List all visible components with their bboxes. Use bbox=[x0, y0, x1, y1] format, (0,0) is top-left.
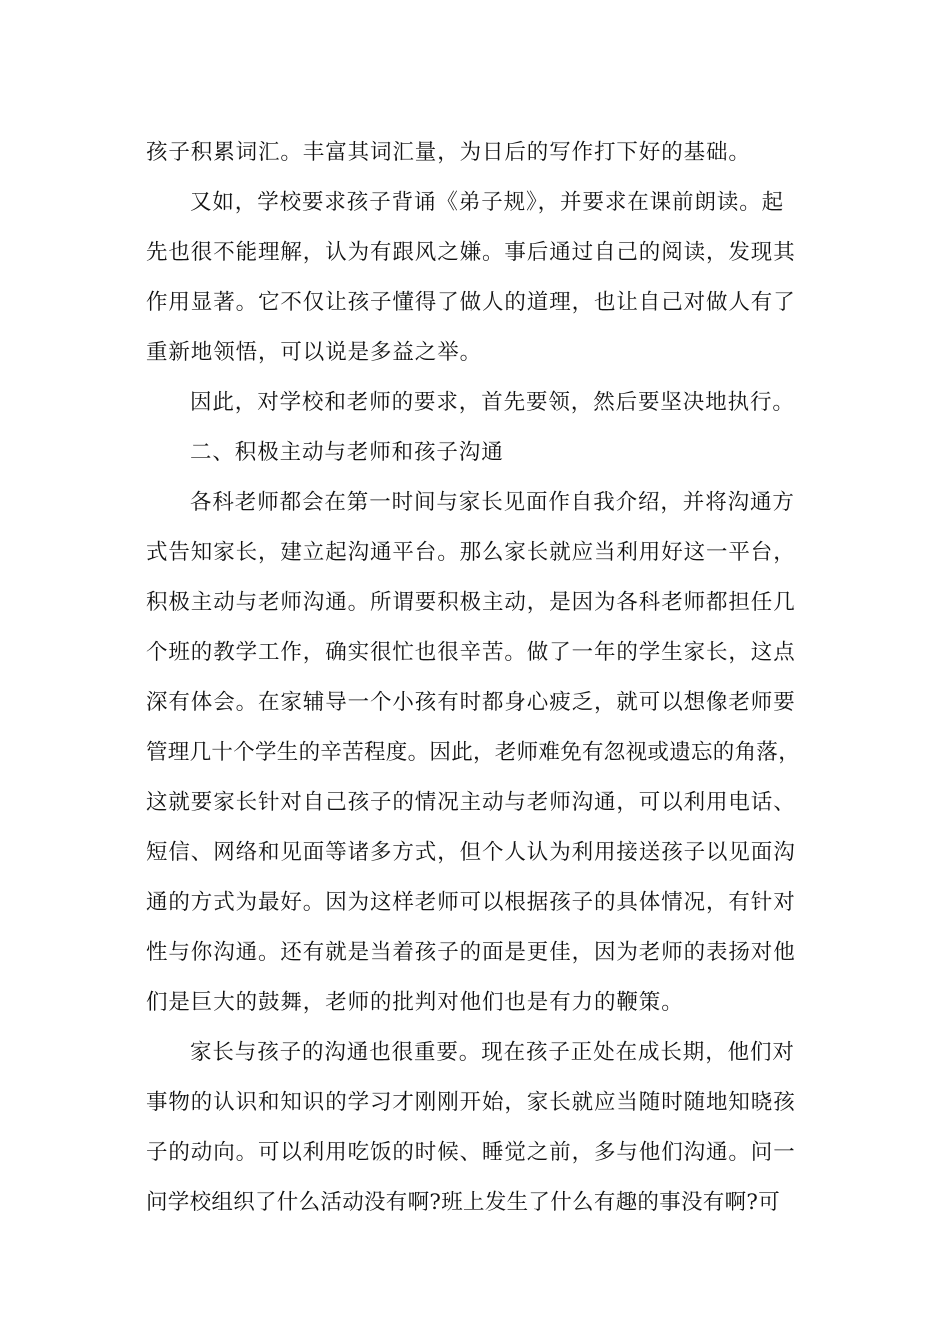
text-line: 先也很不能理解，认为有跟风之嫌。事后通过自己的阅读，发现其 bbox=[146, 240, 796, 265]
text-line: 深有体会。在家辅导一个小孩有时都身心疲乏，就可以想像老师要 bbox=[146, 690, 796, 715]
text-line: 子的动向。可以利用吃饭的时候、睡觉之前，多与他们沟通。问一 bbox=[146, 1140, 796, 1165]
text-line: 积极主动与老师沟通。所谓要积极主动，是因为各科老师都担任几 bbox=[146, 590, 796, 615]
body-text bbox=[146, 128, 826, 1228]
text-line: 孩子积累词汇。丰富其词汇量，为日后的写作打下好的基础。 bbox=[146, 140, 751, 165]
text-line: 性与你沟通。还有就是当着孩子的面是更佳，因为老师的表扬对他 bbox=[146, 940, 796, 965]
paragraph-start-line: 各科老师都会在第一时间与家长见面作自我介绍，并将沟通方 bbox=[190, 490, 795, 515]
text-line: 通的方式为最好。因为这样老师可以根据孩子的具体情况，有针对 bbox=[146, 890, 796, 915]
text-line: 个班的教学工作，确实很忙也很辛苦。做了一年的学生家长，这点 bbox=[146, 640, 796, 665]
text-line: 式告知家长，建立起沟通平台。那么家长就应当利用好这一平台， bbox=[146, 540, 796, 565]
paragraph-start-line: 家长与孩子的沟通也很重要。现在孩子正处在成长期，他们对 bbox=[190, 1040, 795, 1065]
text-line: 问学校组织了什么活动没有啊?班上发生了什么有趣的事没有啊?可 bbox=[146, 1190, 781, 1215]
text-line: 们是巨大的鼓舞，老师的批判对他们也是有力的鞭策。 bbox=[146, 990, 684, 1015]
paragraph-start-line: 又如，学校要求孩子背诵《弟子规》，并要求在课前朗读。起 bbox=[190, 190, 785, 215]
text-line: 管理几十个学生的辛苦程度。因此，老师难免有忽视或遗忘的角落， bbox=[146, 740, 801, 765]
text-line: 这就要家长针对自己孩子的情况主动与老师沟通，可以利用电话、 bbox=[146, 790, 796, 815]
text-line: 事物的认识和知识的学习才刚刚开始，家长就应当随时随地知晓孩 bbox=[146, 1090, 796, 1115]
paragraph-start-line: 因此，对学校和老师的要求，首先要领，然后要坚决地执行。 bbox=[190, 390, 795, 415]
text-line: 重新地领悟，可以说是多益之举。 bbox=[146, 340, 483, 365]
section-heading: 二、积极主动与老师和孩子沟通 bbox=[190, 440, 504, 465]
text-line: 作用显著。它不仅让孩子懂得了做人的道理，也让自己对做人有了 bbox=[146, 290, 796, 315]
text-line: 短信、网络和见面等诸多方式，但个人认为利用接送孩子以见面沟 bbox=[146, 840, 796, 865]
